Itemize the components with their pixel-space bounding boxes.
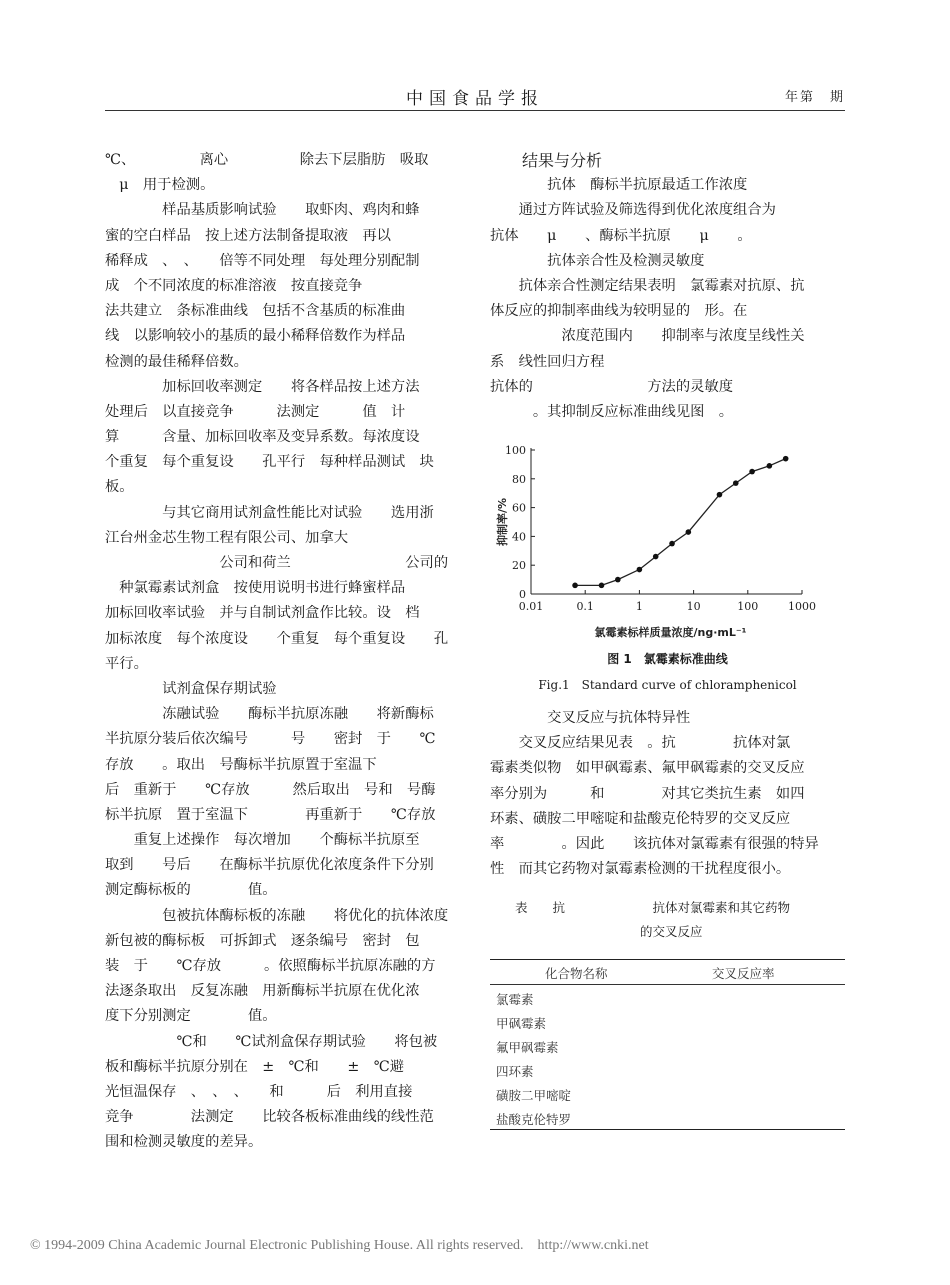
x-tick-label: 0.01: [518, 600, 544, 613]
body-text-line: 成 个不同浓度的标准溶液 按直接竞争: [105, 277, 363, 294]
body-text-line: 样品基质影响试验 取虾肉、鸡肉和蜂: [105, 202, 420, 219]
body-text-line: 系 线性回归方程: [490, 353, 605, 370]
body-text-line: ℃和 ℃试剂盒保存期试验 将包被: [105, 1033, 438, 1050]
body-text-line: 交叉反应与抗体特异性: [490, 710, 691, 726]
body-text-line: 结果与分析: [490, 151, 603, 170]
body-text-line: 取到 号后 在酶标半抗原优化浓度条件下分别: [105, 857, 434, 874]
table-row: [490, 1057, 845, 1081]
body-text-line: 测定酶标板的 值。: [105, 882, 277, 899]
page-header: [105, 84, 845, 111]
x-tick-label: 0.1: [576, 600, 594, 613]
body-text-line: 度下分别测定 值。: [105, 1008, 277, 1025]
table-caption-line: 表 抗 抗体对氯霉素和其它药物: [490, 900, 791, 915]
y-tick-label: 0: [519, 588, 526, 601]
body-text-line: 围和检测灵敏度的差异。: [105, 1134, 263, 1151]
chart-svg: [490, 437, 845, 652]
x-tick-label: 1000: [788, 600, 816, 613]
body-text-line: 蜜的空白样品 按上述方法制备提取液 再以: [105, 227, 391, 244]
right-column-bottom: [490, 706, 845, 882]
left-column: [105, 148, 459, 1156]
body-text-line: 。其抑制反应标准曲线见图 。: [490, 403, 734, 420]
x-tick-label: 1: [635, 600, 643, 613]
body-text-line: 法逐条取出 反复冻融 用新酶标半抗原在优化浓: [105, 983, 420, 1000]
data-point: [783, 456, 789, 462]
body-text-line: 算 含量、加标回收率及变异系数。每浓度设: [105, 429, 420, 446]
body-text-line: 霉素类似物 如甲砜霉素、氟甲砜霉素的交叉反应: [490, 760, 805, 777]
body-text-line: 抗体亲合性测定结果表明 氯霉素对抗原、抗: [490, 277, 805, 294]
data-point: [686, 529, 692, 535]
table-header-row: [490, 960, 845, 985]
body-text-line: 装 于 ℃存放 。依照酶标半抗原冻融的方: [105, 958, 436, 974]
body-text-line: 加标浓度 每个浓度设 个重复 每个重复设 孔: [105, 630, 449, 647]
table-row: [490, 1105, 845, 1129]
body-text-line: 环素、磺胺二甲嘧啶和盐酸克伦特罗的交叉反应: [490, 810, 791, 827]
table-row: [490, 1033, 845, 1057]
data-point: [653, 554, 659, 560]
copyright-footer: © 1994-2009 China Academic Journal Electronic Publishing House. All rights reserved. http://www.cnki.net: [30, 1238, 649, 1253]
cross-reaction-table: [490, 959, 845, 1130]
compound-name-cell: 甲砜霉素: [496, 1016, 547, 1031]
body-text-line: ℃、 离心 除去下层脂肪 吸取: [105, 152, 429, 168]
y-tick-label: 100: [505, 444, 526, 457]
data-point: [669, 541, 675, 547]
body-text-line: 冻融试验 酶标半抗原冻融 将新酶标: [105, 706, 434, 723]
body-text-line: 稀释成 、 、 倍等不同处理 每处理分别配制: [105, 252, 420, 269]
body-text-line: μ 用于检测。: [105, 177, 215, 194]
data-point: [749, 469, 755, 475]
compound-name-cell: 四环素: [496, 1064, 534, 1079]
table-row: [490, 985, 845, 1009]
body-text-line: 法共建立 条标准曲线 包括不含基质的标准曲: [105, 303, 406, 320]
table-row: [490, 1081, 845, 1105]
body-text-line: 竞争 法测定 比较各板标准曲线的线性范: [105, 1109, 434, 1126]
body-text-line: 江台州金芯生物工程有限公司、加拿大: [105, 529, 349, 546]
body-text-line: 加标回收率测定 将各样品按上述方法: [105, 378, 420, 395]
x-axis-label: 氯霉素标样质量浓度/ng·mL⁻¹: [594, 626, 747, 639]
y-axis-label: 抑制率/%: [496, 497, 509, 547]
journal-title: 中国食品学报: [406, 89, 544, 109]
body-text-line: 后 重新于 ℃存放 然后取出 号和 号酶: [105, 781, 436, 798]
body-text-line: 性 而其它药物对氯霉素检测的干扰程度很小。: [490, 861, 791, 878]
compound-name-cell: 氯霉素: [496, 992, 534, 1007]
body-text-line: 平行。: [105, 655, 148, 672]
y-tick-label: 40: [512, 530, 526, 544]
body-text-line: 率 。因此 该抗体对氯霉素有很强的特异: [490, 835, 819, 852]
figure-caption-cn: 图 1 氯霉素标准曲线: [607, 652, 728, 666]
compound-name-cell: 磺胺二甲嘧啶: [496, 1088, 572, 1103]
body-text-line: 标半抗原 置于室温下 再重新于 ℃存放: [105, 806, 436, 823]
body-text-line: 检测的最佳稀释倍数。: [105, 353, 248, 370]
data-point: [599, 583, 605, 589]
y-tick-label: 80: [512, 472, 526, 486]
body-text-line: 交叉反应结果见表 。抗 抗体对氯: [490, 735, 791, 752]
data-point: [637, 567, 643, 573]
body-text-line: 浓度范围内 抑制率与浓度呈线性关: [490, 328, 805, 345]
standard-curve-line: [575, 459, 786, 586]
compound-name-cell: 盐酸克伦特罗: [496, 1112, 572, 1127]
y-tick-label: 20: [512, 559, 526, 573]
body-text-line: 线 以影响较小的基质的最小稀释倍数作为样品: [105, 328, 406, 345]
body-text-line: 包被抗体酶标板的冻融 将优化的抗体浓度: [105, 907, 449, 924]
data-point: [615, 577, 621, 583]
body-text-line: 通过方阵试验及筛选得到优化浓度组合为: [490, 202, 776, 219]
body-text-line: 半抗原分装后依次编号 号 密封 于 ℃: [105, 731, 436, 748]
body-text-line: 个重复 每个重复设 孔平行 每种样品测试 块: [105, 454, 434, 471]
data-point: [733, 480, 739, 486]
x-tick-label: 100: [737, 600, 759, 613]
body-text-line: 体反应的抑制率曲线为较明显的 形。在: [490, 303, 748, 320]
body-text-line: 抗体 μ 、酶标半抗原 μ 。: [490, 227, 752, 244]
body-text-line: 抗体的 方法的灵敏度: [490, 378, 734, 395]
table-caption-line: 的交叉反应: [490, 924, 703, 939]
body-text-line: 板。: [105, 479, 134, 496]
table-body: [490, 985, 845, 1129]
body-text-line: 光恒温保存 、 、 、 和 后 利用直接: [105, 1083, 413, 1100]
body-text-line: 处理后 以直接竞争 法测定 值 计: [105, 403, 406, 420]
body-text-line: 种氯霉素试剂盒 按使用说明书进行蜂蜜样品: [105, 580, 406, 597]
figure-caption-en: Fig.1 Standard curve of chloramphenicol: [538, 678, 797, 692]
body-text-line: 抗体 酶标半抗原最适工作浓度: [490, 177, 748, 194]
x-tick-label: 10: [686, 600, 701, 613]
body-text-line: 与其它商用试剂盒性能比对试验 选用浙: [105, 504, 434, 521]
body-text-line: 率分别为 和 对其它类抗生素 如四: [490, 785, 805, 802]
data-point: [572, 583, 578, 589]
body-text-line: 加标回收率试验 并与自制试剂盒作比较。设 档: [105, 605, 420, 622]
table-caption: [490, 896, 845, 944]
compound-name-cell: 氟甲砜霉素: [496, 1040, 559, 1055]
body-text-line: 抗体亲合性及检测灵敏度: [490, 252, 705, 269]
issue-label: 年第 期: [784, 90, 845, 105]
table-row: [490, 1009, 845, 1033]
data-point: [717, 492, 723, 498]
body-text-line: 试剂盒保存期试验: [105, 680, 277, 697]
body-text-line: 存放 。取出 号酶标半抗原置于室温下: [105, 756, 377, 773]
body-text-line: 公司和荷兰 公司的: [105, 555, 449, 571]
body-text-line: 新包被的酶标板 可拆卸式 逐条编号 密封 包: [105, 932, 420, 949]
body-text-line: 重复上述操作 每次增加 个酶标半抗原至: [105, 832, 420, 849]
data-point: [767, 463, 773, 469]
y-tick-label: 60: [512, 501, 526, 515]
table-header-rate: 交叉反应率: [712, 966, 775, 981]
table-header-compound: 化合物名称: [545, 966, 608, 981]
body-text-line: 板和酶标半抗原分别在 ± ℃和 ± ℃避: [105, 1058, 404, 1075]
right-column-top: [490, 148, 845, 425]
